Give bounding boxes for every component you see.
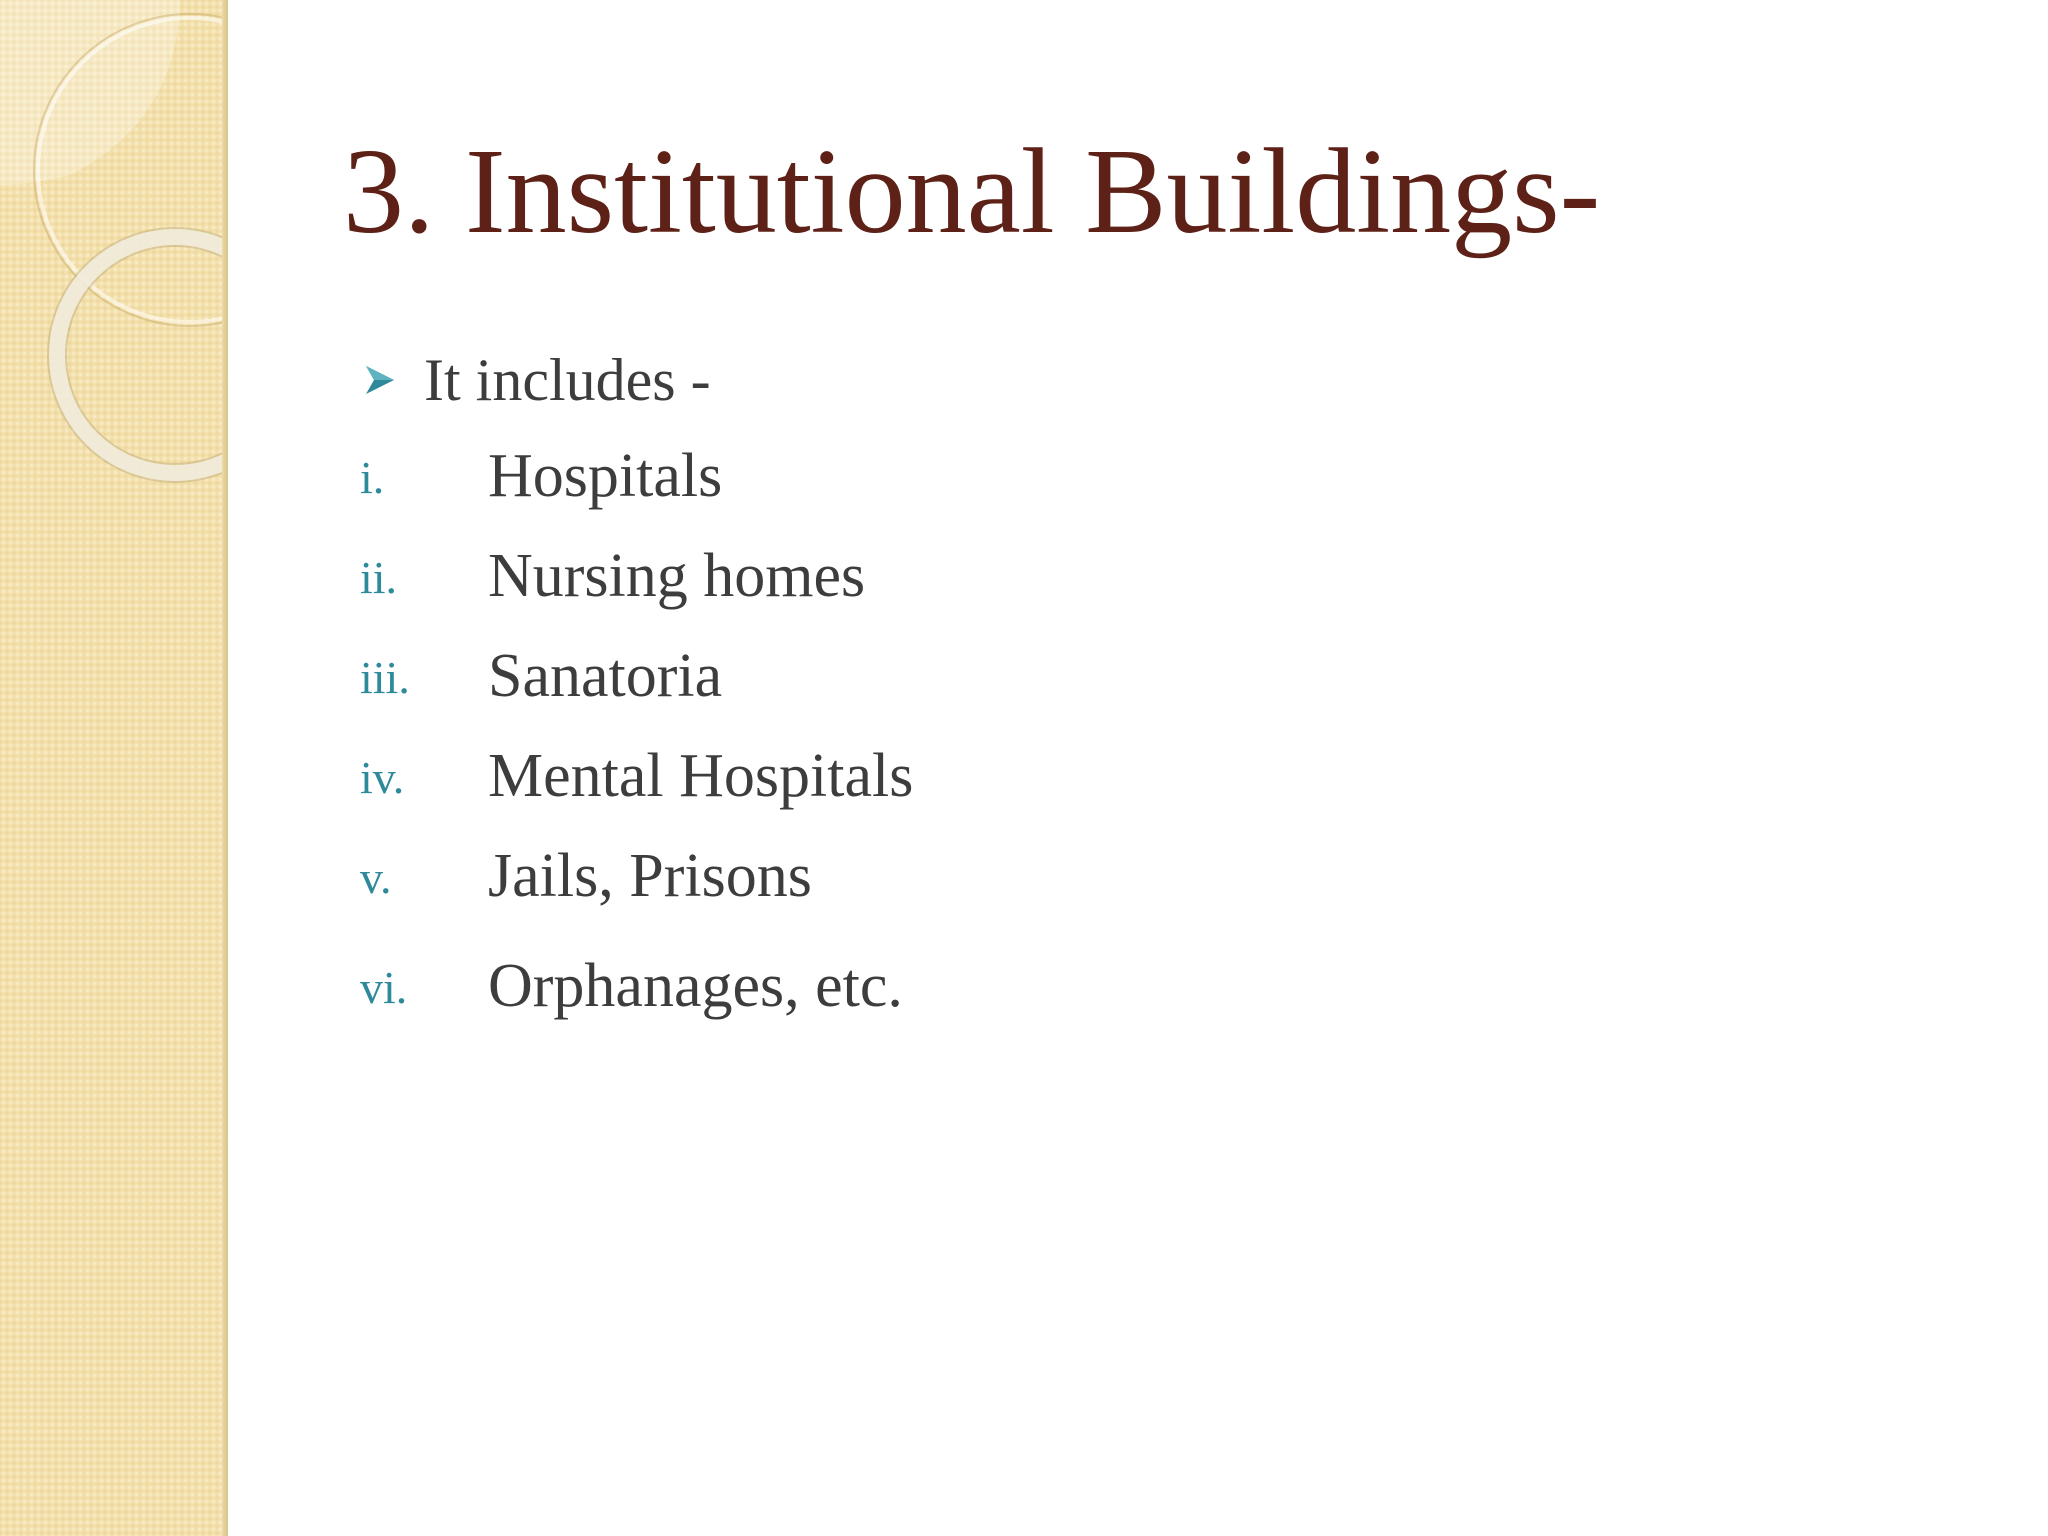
- list-item: [360, 840, 1260, 912]
- decorative-rings-icon: [0, 0, 228, 520]
- side-band-edge: [222, 0, 228, 1536]
- list-item: [360, 740, 1260, 812]
- list-item: [360, 950, 1260, 1022]
- list-text: Jails, Prisons: [488, 842, 812, 910]
- arrow-bullet-icon: [362, 360, 398, 400]
- list-numeral: i.: [360, 452, 385, 503]
- list-numeral: iv.: [360, 752, 405, 803]
- list-text: Nursing homes: [488, 542, 866, 610]
- decorative-side-band: [0, 0, 228, 1536]
- intro-bullet: [362, 345, 711, 415]
- list-item: [360, 440, 1260, 512]
- list-text: Sanatoria: [488, 642, 723, 710]
- list-numeral: ii.: [360, 552, 398, 603]
- list-text: Hospitals: [488, 442, 723, 510]
- list-numeral: v.: [360, 852, 392, 903]
- slide-title: 3. Institutional Buildings-: [343, 124, 1601, 259]
- list-item: [360, 540, 1260, 612]
- list-numeral: vi.: [360, 962, 408, 1013]
- list-text: Orphanages, etc.: [488, 952, 903, 1020]
- list-numeral: iii.: [360, 652, 410, 703]
- intro-text: It includes -: [424, 347, 711, 413]
- list-text: Mental Hospitals: [488, 742, 914, 810]
- list-item: [360, 640, 1260, 712]
